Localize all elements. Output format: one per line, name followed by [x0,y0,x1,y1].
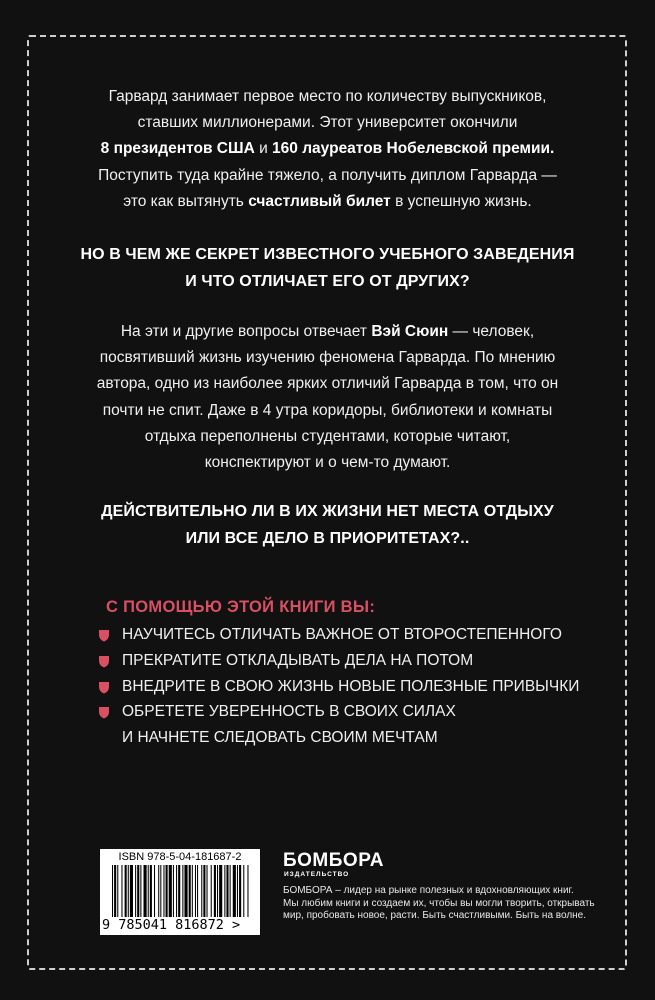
section-heading-rest [40,498,615,552]
benefit-text: ВНЕДРИТЕ В СВОЮ ЖИЗНЬ НОВЫЕ ПОЛЕЗНЫЕ ПРИВЫЧКИ [122,677,580,695]
barcode-bar [128,865,129,917]
benefit-text: ПРЕКРАТИТЕ ОТКЛАДЫВАТЬ ДЕЛА НА ПОТОМ [122,651,474,669]
barcode-bar [125,865,127,917]
benefit-item [98,648,618,674]
publisher-logo: БОМБОРА [283,850,384,871]
body-line: отдыха переполнены студентами, которые читают, [144,427,511,445]
barcode-bar [173,865,174,917]
shield-bullet-icon [98,706,110,719]
benefits-title: С ПОМОЩЬЮ ЭТОЙ КНИГИ ВЫ: [106,598,376,616]
barcode-bar [137,865,139,917]
isbn-number: ISBN 978-5-04-181687-2 [118,851,242,863]
barcode-bar [230,865,231,917]
shield-bullet-icon [98,629,110,642]
barcode-bar [239,865,241,917]
benefit-item [98,699,618,725]
body-line: почти не спит. Даже в 4 утра коридоры, библиотеки и комнаты [102,401,553,419]
barcode-bar [121,865,122,917]
heading-line: ДЕЙСТВИТЕЛЬНО ЛИ В ИХ ЖИЗНИ НЕТ МЕСТА ОТДЫХУ [101,503,554,520]
barcode-bar [217,865,218,917]
barcode-bar [144,865,147,917]
barcode-bar [140,865,141,917]
barcode-bar [169,865,172,917]
barcode-bar [166,865,168,917]
intro-line: ставших миллионерами. Этот университет окончили [137,114,518,132]
benefit-text: И НАЧНЕТЕ СЛЕДОВАТЬ СВОИМ МЕЧТАМ [122,729,438,747]
shield-bullet-icon [98,655,110,668]
shield-bullet-icon [98,681,110,694]
body-line: конспектируют и о чем-то думают. [204,454,451,472]
benefits-list [98,622,618,751]
barcode-bar [154,865,155,917]
barcode-bars [110,865,250,917]
body-line: посвятивший жизнь изучению феномена Гарварда. По мнению [99,349,556,367]
body-line [50,319,605,345]
barcode-bar [135,865,136,917]
barcode-bar [214,865,216,917]
barcode-bar [197,865,198,917]
heading-line: НО В ЧЕМ ЖЕ СЕКРЕТ ИЗВЕСТНОГО УЧЕБНОГО ЗАВЕДЕНИЯ [80,246,575,263]
barcode [100,849,260,935]
barcode-digits: 9 785041 816872 > [102,917,241,933]
barcode-bar [163,865,164,917]
barcode-bar [243,865,244,917]
author-paragraph [50,319,605,476]
barcode-bar [195,865,196,917]
barcode-bar [112,865,113,917]
barcode-bar [182,865,183,917]
barcode-bar [184,865,187,917]
benefit-text: ОБРЕТЕТЕ УВЕРЕННОСТЬ В СВОИХ СИЛАХ [122,703,456,721]
heading-line: И ЧТО ОТЛИЧАЕТ ЕГО ОТ ДРУГИХ? [185,273,470,290]
publisher-subtitle: ИЗДАТЕЛЬСТВО [284,871,350,878]
barcode-bar [211,865,212,917]
barcode-bar [117,865,118,917]
intro-bold: 160 лауреатов Нобелевской премии. [272,140,555,158]
barcode-bar [192,865,193,917]
publisher-desc-line: мир, пробовать новое, расти. Быть счастливыми. Быть на волне. [283,910,587,921]
barcode-bar [189,865,191,917]
barcode-bar [247,865,248,917]
heading-line: ИЛИ ВСЕ ДЕЛО В ПРИОРИТЕТАХ?.. [185,530,470,547]
intro-text: это как вытянуть [123,192,249,210]
barcode-bar [158,865,159,917]
barcode-bar [219,865,222,917]
barcode-bar [150,865,152,917]
barcode-bar [176,865,177,917]
intro-bold: 8 президентов США [100,140,255,158]
section-heading-secret [40,241,615,295]
intro-line: Поступить туда крайне тяжело, а получить диплом Гарварда — [98,166,557,184]
body-line: автора, одно из наиболее ярких отличий Гарварда в том, что он [96,375,559,393]
intro-paragraph [60,84,595,215]
barcode-bar [203,865,205,917]
barcode-bar [224,865,225,917]
barcode-bar [178,865,180,917]
intro-bold: счастливый билет [248,192,391,210]
benefit-text: НАУЧИТЕСЬ ОТЛИЧАТЬ ВАЖНОЕ ОТ ВТОРОСТЕПЕННОГО [122,626,562,643]
intro-line [60,136,595,162]
barcode-bar [237,865,238,917]
barcode-bar [226,865,228,917]
body-text: На эти и другие вопросы отвечает [120,323,372,340]
intro-line: Гарвард занимает первое место по количеству выпускников, [108,88,547,105]
barcode-bar [130,865,133,917]
body-text: — человек, [448,323,535,340]
publisher-desc-line: Мы любим книги и создаем их, чтобы вы могли творить, открывать [283,897,595,909]
benefit-item-continued [98,725,618,751]
barcode-bar [160,865,161,917]
intro-text: в успешную жизнь. [390,192,532,210]
barcode-bar [148,865,149,917]
intro-text: и [254,140,273,158]
publisher-desc-line: БОМБОРА – лидер на рынке полезных и вдохновляющих книг. [283,885,574,896]
benefit-item [98,622,618,648]
barcode-bar [233,865,236,917]
author-name: Вэй Сюин [371,323,449,340]
benefit-item [98,674,618,700]
publisher-description [283,885,613,923]
barcode-bar [207,865,208,917]
barcode-bar [201,865,202,917]
intro-line [60,189,595,215]
barcode-bar [114,865,116,917]
